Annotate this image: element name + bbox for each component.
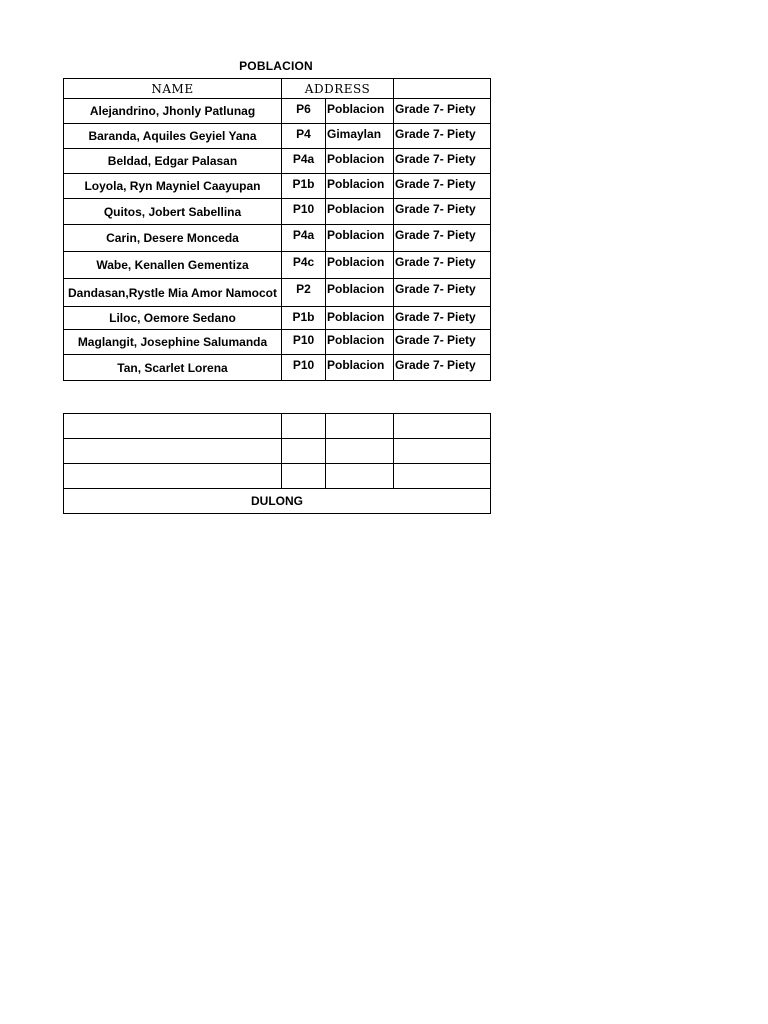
student-name-cell: Loyola, Ryn Mayniel Caayupan [64, 174, 282, 199]
student-name-cell: Baranda, Aquiles Geyiel Yana [64, 124, 282, 149]
empty-cell [326, 439, 394, 464]
table-row [64, 174, 491, 199]
table-row [64, 279, 491, 307]
purok-cell: P10 [282, 199, 326, 225]
table-row [64, 99, 491, 124]
table-row [64, 225, 491, 252]
empty-cell [64, 464, 282, 489]
table-row [64, 252, 491, 279]
name-column-header: NAME [64, 79, 282, 99]
grade-section-cell: Grade 7- Piety [394, 279, 491, 307]
empty-row [64, 464, 491, 489]
grade-section-cell: Grade 7- Piety [394, 99, 491, 124]
student-name-cell: Carin, Desere Monceda [64, 225, 282, 252]
address-place-cell: Poblacion [326, 307, 394, 330]
purok-cell: P4 [282, 124, 326, 149]
student-name-cell: Maglangit, Josephine Salumanda [64, 330, 282, 355]
grade-section-cell: Grade 7- Piety [394, 174, 491, 199]
purok-cell: P1b [282, 307, 326, 330]
empty-cell [282, 464, 326, 489]
purok-cell: P1b [282, 174, 326, 199]
address-place-cell: Poblacion [326, 99, 394, 124]
table-row [64, 149, 491, 174]
empty-row [64, 414, 491, 439]
student-name-cell: Dandasan,Rystle Mia Amor Namocot [64, 279, 282, 307]
empty-cell [282, 414, 326, 439]
address-place-cell: Gimaylan [326, 124, 394, 149]
roster-body [64, 99, 491, 381]
student-name-cell: Beldad, Edgar Palasan [64, 149, 282, 174]
address-place-cell: Poblacion [326, 355, 394, 381]
empty-row [64, 439, 491, 464]
address-column-header: ADDRESS [282, 79, 394, 99]
grade-section-cell: Grade 7- Piety [394, 252, 491, 279]
empty-cell [326, 464, 394, 489]
grade-section-cell: Grade 7- Piety [394, 149, 491, 174]
empty-cell [282, 439, 326, 464]
student-name-cell: Tan, Scarlet Lorena [64, 355, 282, 381]
grade-section-cell: Grade 7- Piety [394, 199, 491, 225]
table-row [64, 330, 491, 355]
purok-cell: P4a [282, 225, 326, 252]
grade-section-cell: Grade 7- Piety [394, 124, 491, 149]
empty-cell [394, 414, 491, 439]
address-place-cell: Poblacion [326, 330, 394, 355]
purok-cell: P4a [282, 149, 326, 174]
empty-cell [394, 439, 491, 464]
purok-cell: P10 [282, 330, 326, 355]
address-place-cell: Poblacion [326, 149, 394, 174]
address-place-cell: Poblacion [326, 199, 394, 225]
purok-cell: P6 [282, 99, 326, 124]
purok-cell: P4c [282, 252, 326, 279]
grade-section-cell: Grade 7- Piety [394, 225, 491, 252]
grade-section-cell: Grade 7- Piety [394, 355, 491, 381]
table-row [64, 124, 491, 149]
empty-cell [64, 414, 282, 439]
page-title: POBLACION [239, 59, 313, 73]
address-place-cell: Poblacion [326, 252, 394, 279]
section-label-row [64, 489, 491, 514]
student-name-cell: Wabe, Kenallen Gementiza [64, 252, 282, 279]
table-row [64, 307, 491, 330]
purok-cell: P2 [282, 279, 326, 307]
student-name-cell: Alejandrino, Jhonly Patlunag [64, 99, 282, 124]
purok-cell: P10 [282, 355, 326, 381]
empty-cell [64, 439, 282, 464]
header-row [64, 79, 491, 99]
dulong-table [63, 413, 491, 514]
grade-section-cell: Grade 7- Piety [394, 307, 491, 330]
table-row [64, 355, 491, 381]
table-row [64, 199, 491, 225]
grade-section-cell: Grade 7- Piety [394, 330, 491, 355]
student-name-cell: Quitos, Jobert Sabellina [64, 199, 282, 225]
dulong-section-label: DULONG [64, 489, 491, 514]
student-roster-table [63, 78, 491, 381]
empty-cell [326, 414, 394, 439]
empty-cell [394, 464, 491, 489]
student-name-cell: Liloc, Oemore Sedano [64, 307, 282, 330]
address-place-cell: Poblacion [326, 279, 394, 307]
address-place-cell: Poblacion [326, 225, 394, 252]
extra-column-header [394, 79, 491, 99]
address-place-cell: Poblacion [326, 174, 394, 199]
